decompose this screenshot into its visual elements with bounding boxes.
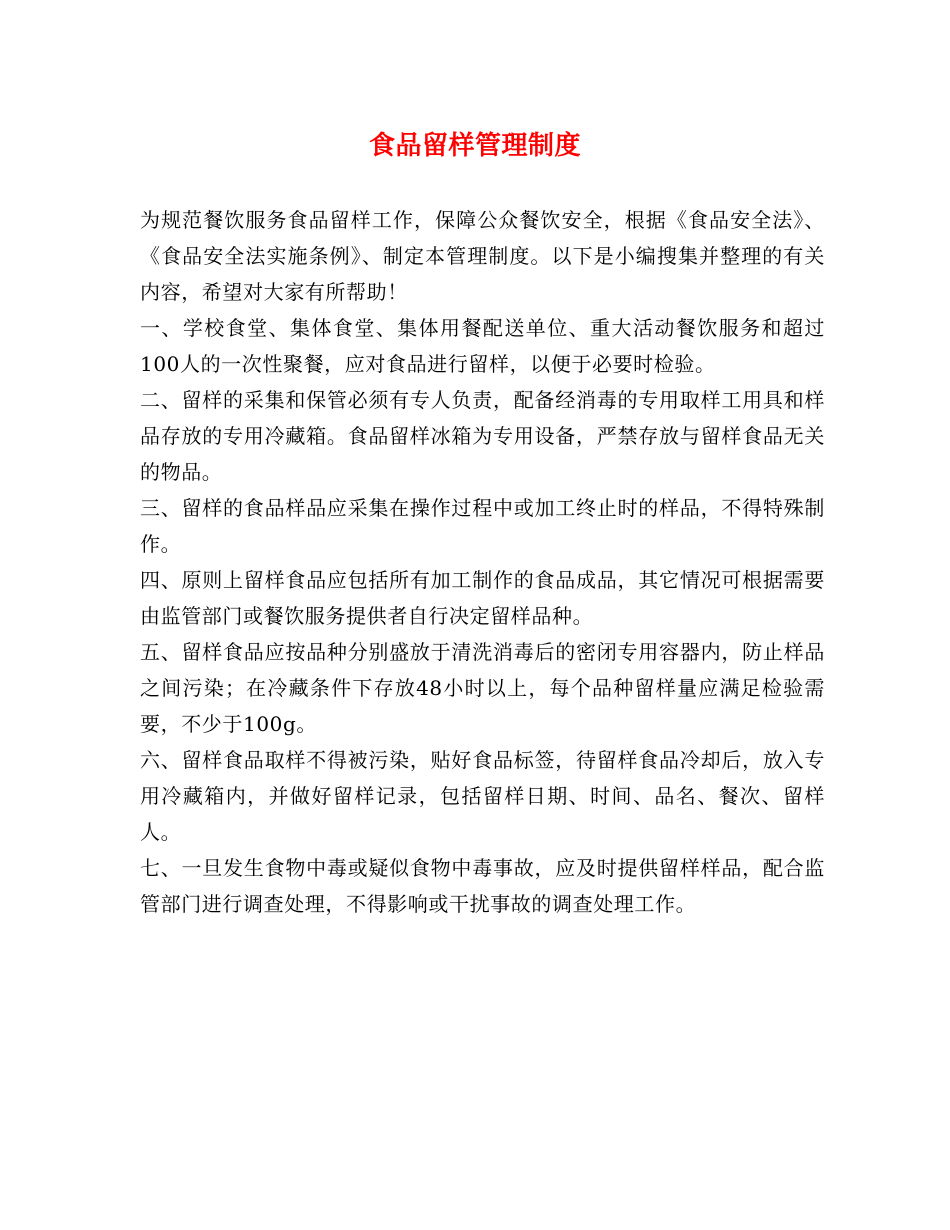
clause-3-paragraph: 三、留样的食品样品应采集在操作过程中或加工终止时的样品，不得特殊制作。	[140, 496, 825, 556]
document-title: 食品留样管理制度	[368, 131, 581, 161]
clause-7-paragraph: 七、一旦发生食物中毒或疑似食物中毒事故，应及时提供留样样品，配合监管部门进行调查处理，不得影响或干扰事故的调查处理工作。	[140, 856, 825, 916]
clause-1-paragraph: 一、学校食堂、集体食堂、集体用餐配送单位、重大活动餐饮服务和超过100人的一次性聚餐，应对食品进行留样，以便于必要时检验。	[140, 316, 825, 376]
clause-5-paragraph: 五、留样食品应按品种分别盛放于清洗消毒后的密闭专用容器内，防止样品之间污染；在冷藏条件下存放48小时以上，每个品种留样量应满足检验需要，不少于100g。	[140, 640, 825, 736]
intro-paragraph: 为规范餐饮服务食品留样工作，保障公众餐饮安全，根据《食品安全法》、《食品安全法实施条例》、制定本管理制度。以下是小编搜集并整理的有关内容，希望对大家有所帮助！	[140, 208, 825, 304]
clause-6-paragraph: 六、留样食品取样不得被污染，贴好食品标签，待留样食品冷却后，放入专用冷藏箱内，并做好留样记录，包括留样日期、时间、品名、餐次、留样人。	[140, 748, 825, 844]
clause-2-paragraph: 二、留样的采集和保管必须有专人负责，配备经消毒的专用取样工用具和样品存放的专用冷藏箱。食品留样冰箱为专用设备，严禁存放与留样食品无关的物品。	[140, 388, 825, 484]
clause-4-paragraph: 四、原则上留样食品应包括所有加工制作的食品成品，其它情况可根据需要由监管部门或餐饮服务提供者自行决定留样品种。	[140, 568, 825, 628]
document-body	[140, 202, 825, 922]
